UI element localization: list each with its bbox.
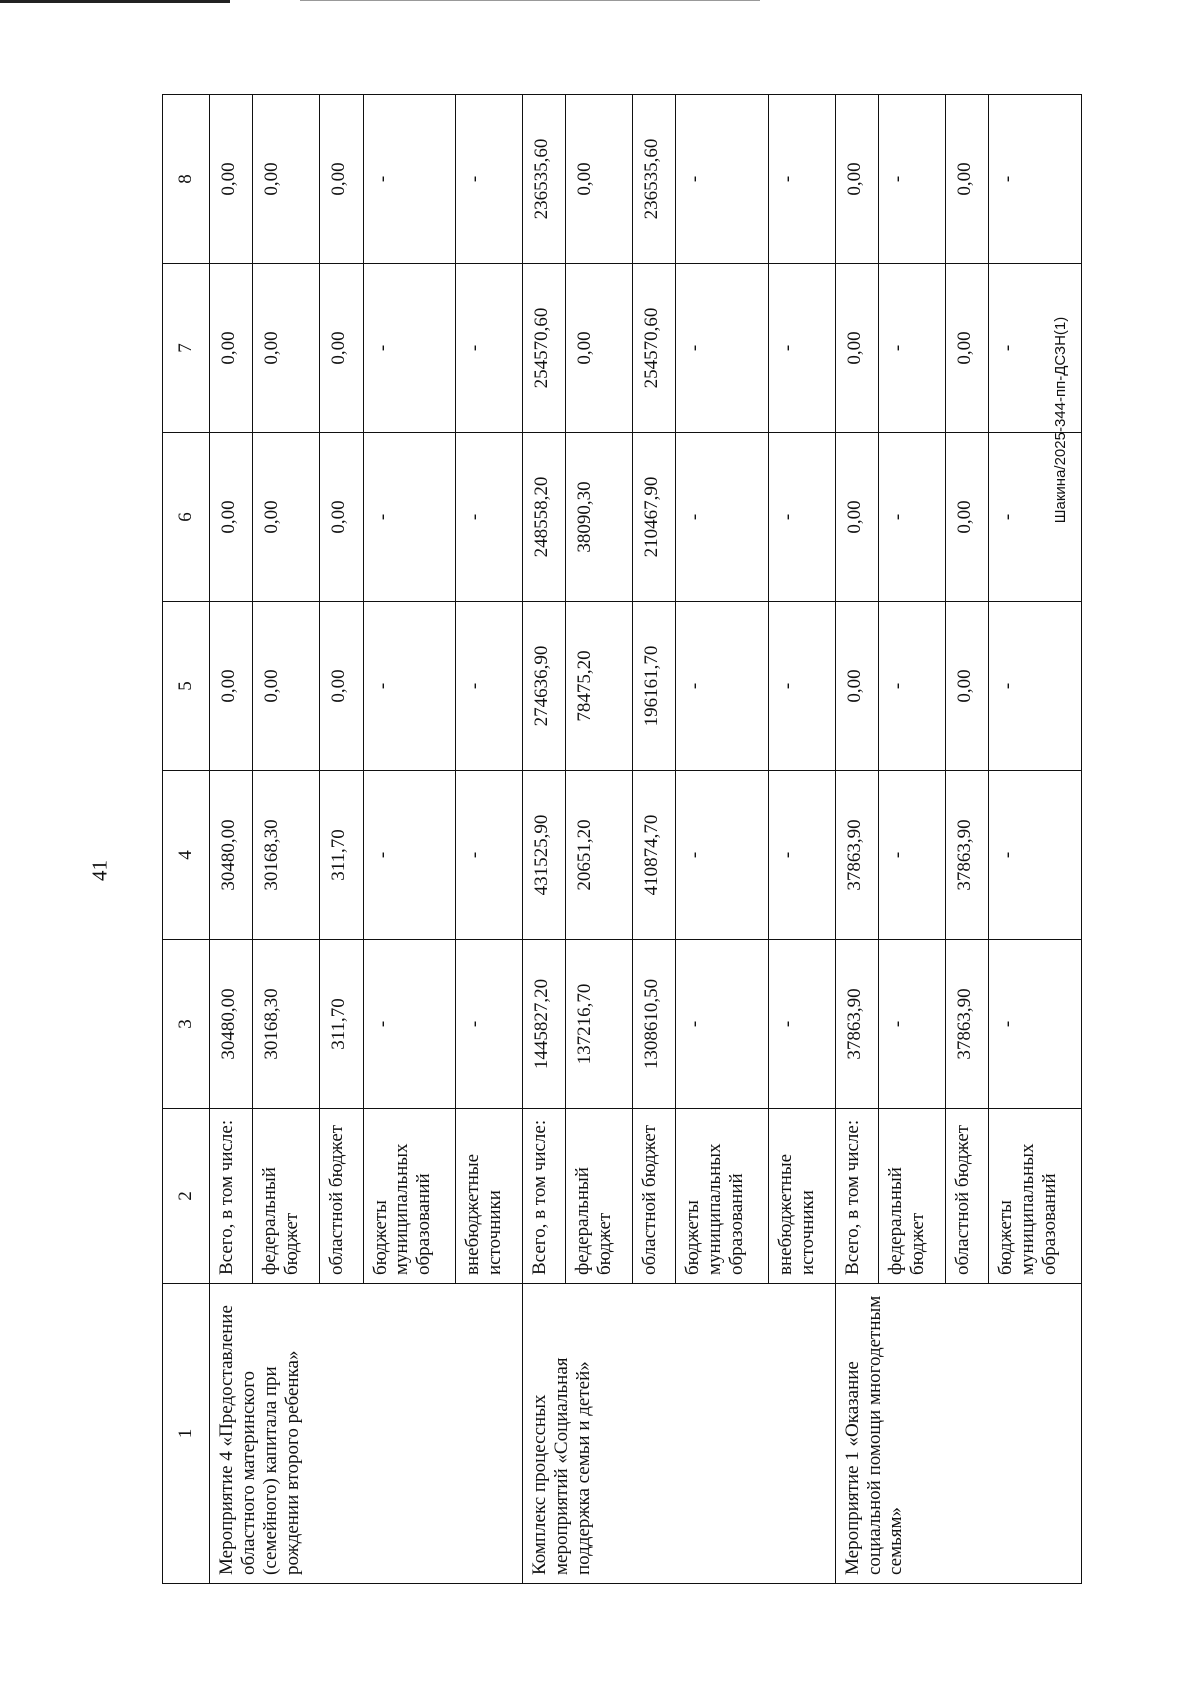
group-title-cell: Мероприятие 1 «Оказание социальной помощи многодетным семьям» — [835, 1284, 1081, 1584]
value-cell: 30480,00 — [210, 771, 253, 940]
value-cell: 0,00 — [210, 433, 253, 602]
value-cell: - — [879, 264, 946, 433]
value-cell: - — [879, 602, 946, 771]
funding-source-cell: Всего, в том числе: — [210, 1109, 253, 1284]
value-cell: - — [676, 771, 769, 940]
value-cell: - — [769, 602, 836, 771]
value-cell: - — [989, 771, 1082, 940]
table-row — [210, 95, 253, 1584]
column-header: 1 — [163, 1284, 210, 1584]
value-cell: - — [676, 433, 769, 602]
column-header: 7 — [163, 264, 210, 433]
value-cell: 20651,20 — [566, 771, 633, 940]
funding-source-cell: федеральный бюджет — [566, 1109, 633, 1284]
funding-source-cell: внебюджетные источники — [456, 1109, 523, 1284]
value-cell: 0,00 — [566, 264, 633, 433]
value-cell: 0,00 — [253, 433, 320, 602]
value-cell: 0,00 — [253, 602, 320, 771]
value-cell: 0,00 — [835, 264, 878, 433]
value-cell: 0,00 — [945, 95, 988, 264]
value-cell: - — [989, 940, 1082, 1109]
value-cell: - — [363, 433, 456, 602]
funding-source-cell: Всего, в том числе: — [522, 1109, 565, 1284]
funding-source-cell: бюджеты муниципальных образований — [363, 1109, 456, 1284]
column-header: 6 — [163, 433, 210, 602]
column-header: 4 — [163, 771, 210, 940]
funding-source-cell: областной бюджет — [320, 1109, 363, 1284]
table-rotated-container — [162, 94, 1082, 1584]
value-cell: - — [879, 771, 946, 940]
group-title-cell: Комплекс процессных мероприятий «Социальная поддержка семьи и детей» — [522, 1284, 835, 1584]
funding-source-cell: федеральный бюджет — [253, 1109, 320, 1284]
scan-top-line-thin — [300, 0, 760, 1]
table-body — [210, 95, 1082, 1584]
value-cell: - — [363, 940, 456, 1109]
value-cell: 0,00 — [210, 602, 253, 771]
value-cell: - — [456, 940, 523, 1109]
value-cell: 78475,20 — [566, 602, 633, 771]
page-number: 41 — [87, 860, 112, 881]
value-cell: - — [676, 264, 769, 433]
column-header: 5 — [163, 602, 210, 771]
value-cell: 0,00 — [320, 433, 363, 602]
value-cell: - — [879, 95, 946, 264]
value-cell: 1445827,20 — [522, 940, 565, 1109]
value-cell: 38090,30 — [566, 433, 633, 602]
value-cell: 37863,90 — [835, 940, 878, 1109]
value-cell: 248558,20 — [522, 433, 565, 602]
value-cell: 0,00 — [835, 602, 878, 771]
value-cell: - — [456, 771, 523, 940]
funding-source-cell: бюджеты муниципальных образований — [676, 1109, 769, 1284]
value-cell: 254570,60 — [633, 264, 676, 433]
value-cell: - — [363, 602, 456, 771]
value-cell: 0,00 — [210, 95, 253, 264]
value-cell: 0,00 — [253, 264, 320, 433]
value-cell: - — [989, 264, 1082, 433]
value-cell: - — [989, 602, 1082, 771]
table-row — [835, 95, 878, 1584]
value-cell: 0,00 — [566, 95, 633, 264]
value-cell: 410874,70 — [633, 771, 676, 940]
table-row — [522, 95, 565, 1584]
value-cell: 0,00 — [945, 264, 988, 433]
value-cell: 236535,60 — [522, 95, 565, 264]
value-cell: - — [363, 95, 456, 264]
value-cell: - — [989, 95, 1082, 264]
column-header: 3 — [163, 940, 210, 1109]
value-cell: 274636,90 — [522, 602, 565, 771]
table-header-row — [163, 95, 210, 1584]
funding-source-cell: Всего, в том числе: — [835, 1109, 878, 1284]
funding-source-cell: бюджеты муниципальных образований — [989, 1109, 1082, 1284]
value-cell: - — [456, 602, 523, 771]
column-header: 2 — [163, 1109, 210, 1284]
value-cell: 431525,90 — [522, 771, 565, 940]
value-cell: - — [879, 940, 946, 1109]
value-cell: 196161,70 — [633, 602, 676, 771]
budget-table — [162, 94, 1082, 1584]
value-cell: 0,00 — [945, 433, 988, 602]
value-cell: - — [456, 264, 523, 433]
funding-source-cell: внебюджетные источники — [769, 1109, 836, 1284]
value-cell: - — [989, 433, 1082, 602]
value-cell: 0,00 — [945, 602, 988, 771]
value-cell: 137216,70 — [566, 940, 633, 1109]
value-cell: - — [769, 264, 836, 433]
value-cell: 0,00 — [320, 264, 363, 433]
document-footer-code: Шакина/2025-344-пп-ДСЗН(1) — [1051, 316, 1069, 524]
value-cell: - — [676, 95, 769, 264]
value-cell: 0,00 — [253, 95, 320, 264]
value-cell: - — [769, 433, 836, 602]
value-cell: 30168,30 — [253, 771, 320, 940]
value-cell: 254570,60 — [522, 264, 565, 433]
value-cell: 236535,60 — [633, 95, 676, 264]
value-cell: 30480,00 — [210, 940, 253, 1109]
column-header: 8 — [163, 95, 210, 264]
value-cell: - — [363, 264, 456, 433]
value-cell: 0,00 — [835, 95, 878, 264]
scan-top-line — [0, 0, 230, 3]
value-cell: 0,00 — [210, 264, 253, 433]
value-cell: - — [676, 940, 769, 1109]
funding-source-cell: областной бюджет — [633, 1109, 676, 1284]
value-cell: - — [769, 95, 836, 264]
value-cell: - — [769, 771, 836, 940]
group-title-cell: Мероприятие 4 «Предоставление областного материнского (семейного) капитала при рождении второго ребенка» — [210, 1284, 523, 1584]
value-cell: 37863,90 — [835, 771, 878, 940]
value-cell: - — [879, 433, 946, 602]
value-cell: 311,70 — [320, 771, 363, 940]
funding-source-cell: федеральный бюджет — [879, 1109, 946, 1284]
value-cell: 0,00 — [835, 433, 878, 602]
value-cell: 210467,90 — [633, 433, 676, 602]
value-cell: - — [769, 940, 836, 1109]
value-cell: 311,70 — [320, 940, 363, 1109]
value-cell: - — [676, 602, 769, 771]
value-cell: 1308610,50 — [633, 940, 676, 1109]
value-cell: 0,00 — [320, 602, 363, 771]
funding-source-cell: областной бюджет — [945, 1109, 988, 1284]
value-cell: - — [363, 771, 456, 940]
value-cell: - — [456, 433, 523, 602]
value-cell: 37863,90 — [945, 771, 988, 940]
value-cell: - — [456, 95, 523, 264]
value-cell: 37863,90 — [945, 940, 988, 1109]
value-cell: 30168,30 — [253, 940, 320, 1109]
value-cell: 0,00 — [320, 95, 363, 264]
